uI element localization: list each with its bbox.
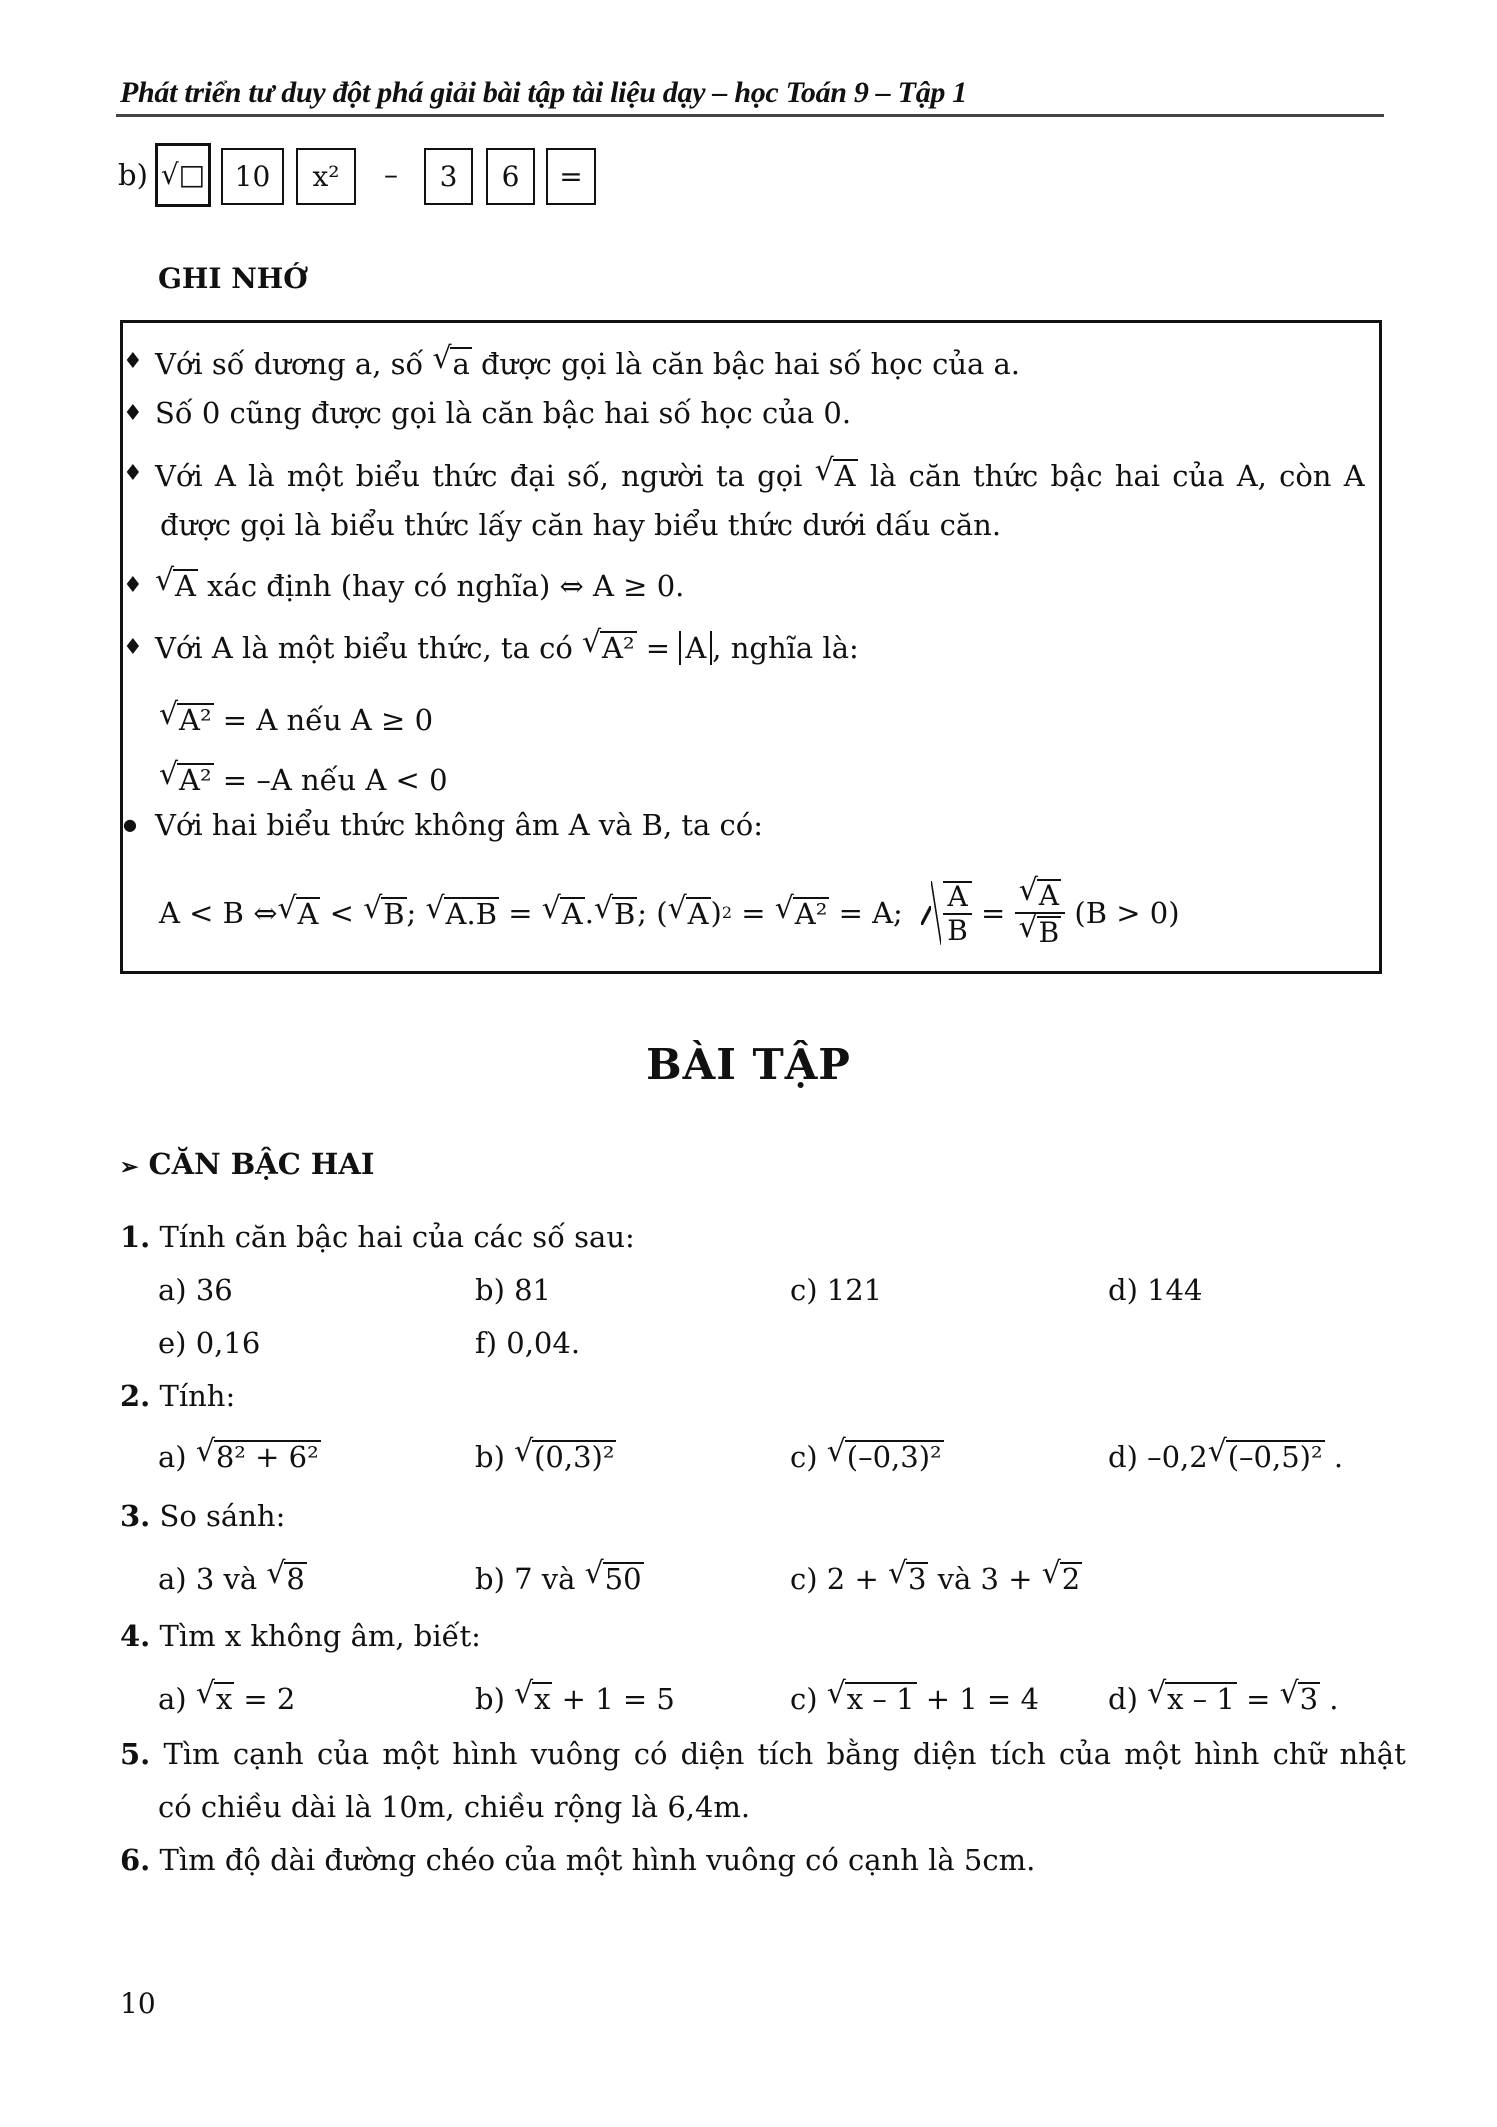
text: = A nếu A ≥ 0	[222, 703, 434, 737]
exercises-title: BÀI TẬP	[646, 1040, 851, 1089]
sqrt-expression	[196, 1682, 234, 1714]
sqrt-expression	[815, 459, 858, 491]
option-label: b)	[475, 1682, 505, 1716]
radicand: x	[215, 1682, 233, 1716]
question-5-continuation: có chiều dài là 10m, chiều rộng là 6,4m.	[158, 1790, 751, 1824]
text: + 1 = 5	[552, 1682, 675, 1716]
key-10	[221, 148, 284, 205]
question-number: 6.	[120, 1843, 151, 1877]
radicand: 8	[286, 1562, 305, 1596]
sqrt-expression	[594, 897, 637, 929]
diamond-bullet-icon: ♦	[123, 401, 143, 426]
sqrt-expression	[668, 897, 711, 929]
sqrt-expression	[1019, 879, 1061, 910]
question-number: 4.	[120, 1619, 151, 1653]
key-equals-label: =	[559, 159, 583, 193]
option-1d: d) 144	[1108, 1273, 1203, 1307]
text: =	[732, 895, 775, 930]
dot-bullet-icon: ●	[123, 815, 137, 834]
text: và 3 +	[928, 1562, 1042, 1596]
condition: (B > 0)	[1074, 895, 1180, 930]
sqrt-expression	[1208, 1440, 1325, 1472]
radicand: (0,3)²	[534, 1440, 615, 1474]
sqrt-expression	[1042, 1562, 1082, 1594]
exponent: 2	[721, 903, 733, 922]
question-text: Tính:	[159, 1379, 236, 1413]
remember-item-2: Số 0 cũng được gọi là căn bậc hai số học của 0.	[155, 396, 852, 430]
sqrt-expression	[585, 1562, 644, 1594]
diamond-bullet-icon: ♦	[123, 635, 143, 660]
option-label: c) 2 +	[790, 1562, 888, 1596]
option-4d	[1108, 1682, 1339, 1714]
sqrt-expression	[514, 1682, 552, 1714]
text: là căn thức bậc hai của A, còn A	[857, 459, 1365, 493]
sqrt-expression	[827, 1682, 917, 1714]
question-text: Tính căn bậc hai của các số sau:	[159, 1220, 635, 1254]
key-minus: –	[384, 158, 398, 191]
radicand: A	[561, 896, 583, 931]
header-rule	[116, 114, 1384, 117]
option-2d	[1108, 1440, 1343, 1472]
text: Với A là một biểu thức, ta có	[155, 631, 583, 665]
text: .	[584, 895, 594, 930]
option-label: b) 7 và	[475, 1562, 585, 1596]
radicand: (–0,5)²	[1227, 1440, 1323, 1474]
page-number: 10	[120, 1987, 156, 2020]
radicand: B	[1038, 916, 1060, 949]
diamond-bullet-icon: ♦	[123, 573, 143, 598]
remember-item-3	[155, 459, 1365, 491]
key-sqrt	[155, 143, 211, 207]
sqrt-expression	[514, 1440, 616, 1472]
sqrt-expression	[432, 347, 471, 379]
radicand: A.B	[445, 896, 498, 931]
option-4b	[475, 1682, 675, 1714]
option-1a: a) 36	[158, 1273, 233, 1307]
key-6	[486, 148, 535, 205]
option-label: c)	[790, 1682, 818, 1716]
text: =	[636, 631, 680, 665]
question-5	[120, 1737, 1406, 1771]
question-6	[120, 1843, 1036, 1877]
text: , nghĩa là:	[712, 631, 859, 665]
denominator: B	[947, 914, 968, 947]
sqrt-expression	[159, 763, 214, 795]
section-heading-text: CĂN BẬC HAI	[148, 1147, 375, 1181]
radicand: A	[297, 896, 319, 931]
radicand: A	[1038, 878, 1059, 912]
sqrt-expression	[542, 897, 585, 929]
option-2a	[158, 1440, 321, 1472]
radicand: A	[175, 569, 196, 603]
text: = –A nếu A < 0	[222, 763, 448, 797]
key-10-label: 10	[234, 159, 271, 193]
radicand: A²	[179, 763, 212, 797]
key-x-squared	[296, 148, 356, 205]
numerator: A	[943, 883, 971, 915]
radicand: A²	[602, 631, 635, 665]
radicand: B	[383, 896, 405, 931]
text: )	[710, 895, 722, 930]
question-4	[120, 1619, 481, 1653]
radicand: 3	[907, 1562, 927, 1596]
separator: ;	[406, 895, 417, 930]
coefficient: –0,2	[1147, 1440, 1208, 1474]
radicand: 8² + 6²	[215, 1440, 319, 1474]
question-number: 3.	[120, 1499, 151, 1533]
question-text: Tìm x không âm, biết:	[159, 1619, 481, 1653]
radicand: x – 1	[1167, 1682, 1235, 1716]
option-label: a)	[158, 1440, 187, 1474]
option-3a	[158, 1562, 307, 1594]
sqrt-expression	[278, 897, 321, 929]
radicand: A	[834, 459, 856, 493]
question-text: So sánh:	[159, 1499, 286, 1533]
radicand: A²	[179, 703, 212, 737]
radicand: (–0,3)²	[846, 1440, 942, 1474]
absolute-value: A	[679, 631, 712, 665]
formula-negative	[159, 763, 448, 795]
text: được gọi là căn bậc hai số học của a.	[471, 347, 1021, 381]
option-label: a)	[158, 1682, 187, 1716]
arrowhead-bullet-icon: ➢	[120, 1154, 139, 1180]
text: + 1 = 4	[916, 1682, 1039, 1716]
radicand: x – 1	[846, 1682, 915, 1716]
option-label: a) 3 và	[158, 1562, 267, 1596]
option-4a	[158, 1682, 295, 1714]
key-6-label: 6	[501, 159, 520, 193]
text: =	[499, 895, 542, 930]
text: = A;	[829, 895, 903, 930]
radicand: A	[687, 896, 709, 931]
sqrt-expression	[159, 703, 214, 735]
radicand: x	[534, 1682, 551, 1716]
option-1e: e) 0,16	[158, 1326, 261, 1360]
question-number: 2.	[120, 1379, 151, 1413]
text: .	[1320, 1682, 1339, 1716]
sqrt-expression	[582, 631, 637, 663]
text: =	[1236, 1682, 1280, 1716]
sqrt-expression	[266, 1562, 306, 1594]
sqrt-expression	[827, 1440, 944, 1472]
key-equals	[546, 148, 596, 205]
section-heading	[120, 1147, 374, 1181]
option-1c: c) 121	[790, 1273, 883, 1307]
key-sqrt-label: √□	[160, 158, 206, 191]
diamond-bullet-icon: ♦	[123, 461, 143, 486]
radicand: 2	[1061, 1562, 1081, 1596]
text: A < B ⇔	[159, 895, 278, 930]
remember-item-3-continuation: được gọi là biểu thức lấy căn hay biểu thức dưới dấu căn.	[160, 508, 1002, 542]
text: Với số dương a, số	[155, 347, 433, 381]
running-header: Phát triển tư duy đột phá giải bài tập tài liệu dạy – học Toán 9 – Tập 1	[120, 76, 967, 109]
option-1f: f) 0,04.	[475, 1326, 581, 1360]
question-number: 1.	[120, 1220, 151, 1254]
question-2	[120, 1379, 236, 1413]
sqrt-fraction	[921, 881, 972, 945]
radicand: 3	[1299, 1682, 1319, 1716]
fraction	[943, 880, 972, 947]
option-label: b)	[475, 1440, 505, 1474]
formula-nonnegative	[159, 703, 433, 735]
sqrt-expression	[775, 897, 830, 929]
diamond-bullet-icon: ♦	[123, 349, 143, 374]
question-number: 5.	[120, 1737, 151, 1771]
remember-item-4	[155, 569, 684, 601]
option-2b	[475, 1440, 616, 1472]
sqrt-expression	[363, 897, 406, 929]
option-4c	[790, 1682, 1039, 1714]
key-3-label: 3	[439, 159, 458, 193]
option-3b	[475, 1562, 644, 1594]
sqrt-expression	[1019, 916, 1062, 947]
question-text: Tìm độ dài đường chéo của một hình vuông có cạnh là 5cm.	[159, 1843, 1036, 1877]
text: = 2	[234, 1682, 296, 1716]
sqrt-expression	[426, 897, 499, 929]
sqrt-expression	[155, 569, 198, 601]
sqrt-expression	[888, 1562, 928, 1594]
question-1	[120, 1220, 635, 1254]
remember-box	[120, 320, 1382, 974]
text: <	[320, 895, 364, 930]
text: Với A là một biểu thức đại số, người ta gọi	[155, 459, 815, 493]
option-label: c)	[790, 1440, 818, 1474]
question-text: Tìm cạnh của một hình vuông có diện tích bằng diện tích của một hình chữ nhật	[163, 1737, 1406, 1771]
radicand: A²	[794, 896, 828, 931]
text: .	[1324, 1440, 1344, 1474]
sqrt-expression	[196, 1440, 321, 1472]
text: xác định (hay có nghĩa) ⇔ A ≥ 0.	[197, 569, 685, 603]
remember-title: GHI NHỚ	[158, 262, 308, 295]
sqrt-expression	[1147, 1682, 1237, 1714]
radicand: a	[452, 347, 470, 381]
key-x-squared-label: x²	[312, 159, 340, 193]
radicand: 50	[604, 1562, 642, 1596]
option-3c	[790, 1562, 1082, 1594]
option-label: d)	[1108, 1682, 1138, 1716]
sqrt-rules	[159, 873, 1180, 953]
remember-item-1	[155, 347, 1020, 379]
fraction	[1015, 879, 1066, 948]
radicand: B	[613, 896, 636, 931]
sqrt-expression	[1280, 1682, 1320, 1714]
remember-item-5	[155, 631, 859, 663]
text: (	[656, 895, 668, 930]
option-2c	[790, 1440, 944, 1472]
separator: ;	[637, 895, 648, 930]
option-1b: b) 81	[475, 1273, 551, 1307]
text: =	[971, 895, 1015, 930]
key-3	[424, 148, 473, 205]
question-3	[120, 1499, 286, 1533]
remember-item-7: Với hai biểu thức không âm A và B, ta có:	[155, 808, 764, 842]
key-sequence-label: b)	[118, 158, 148, 192]
option-label: d)	[1108, 1440, 1138, 1474]
